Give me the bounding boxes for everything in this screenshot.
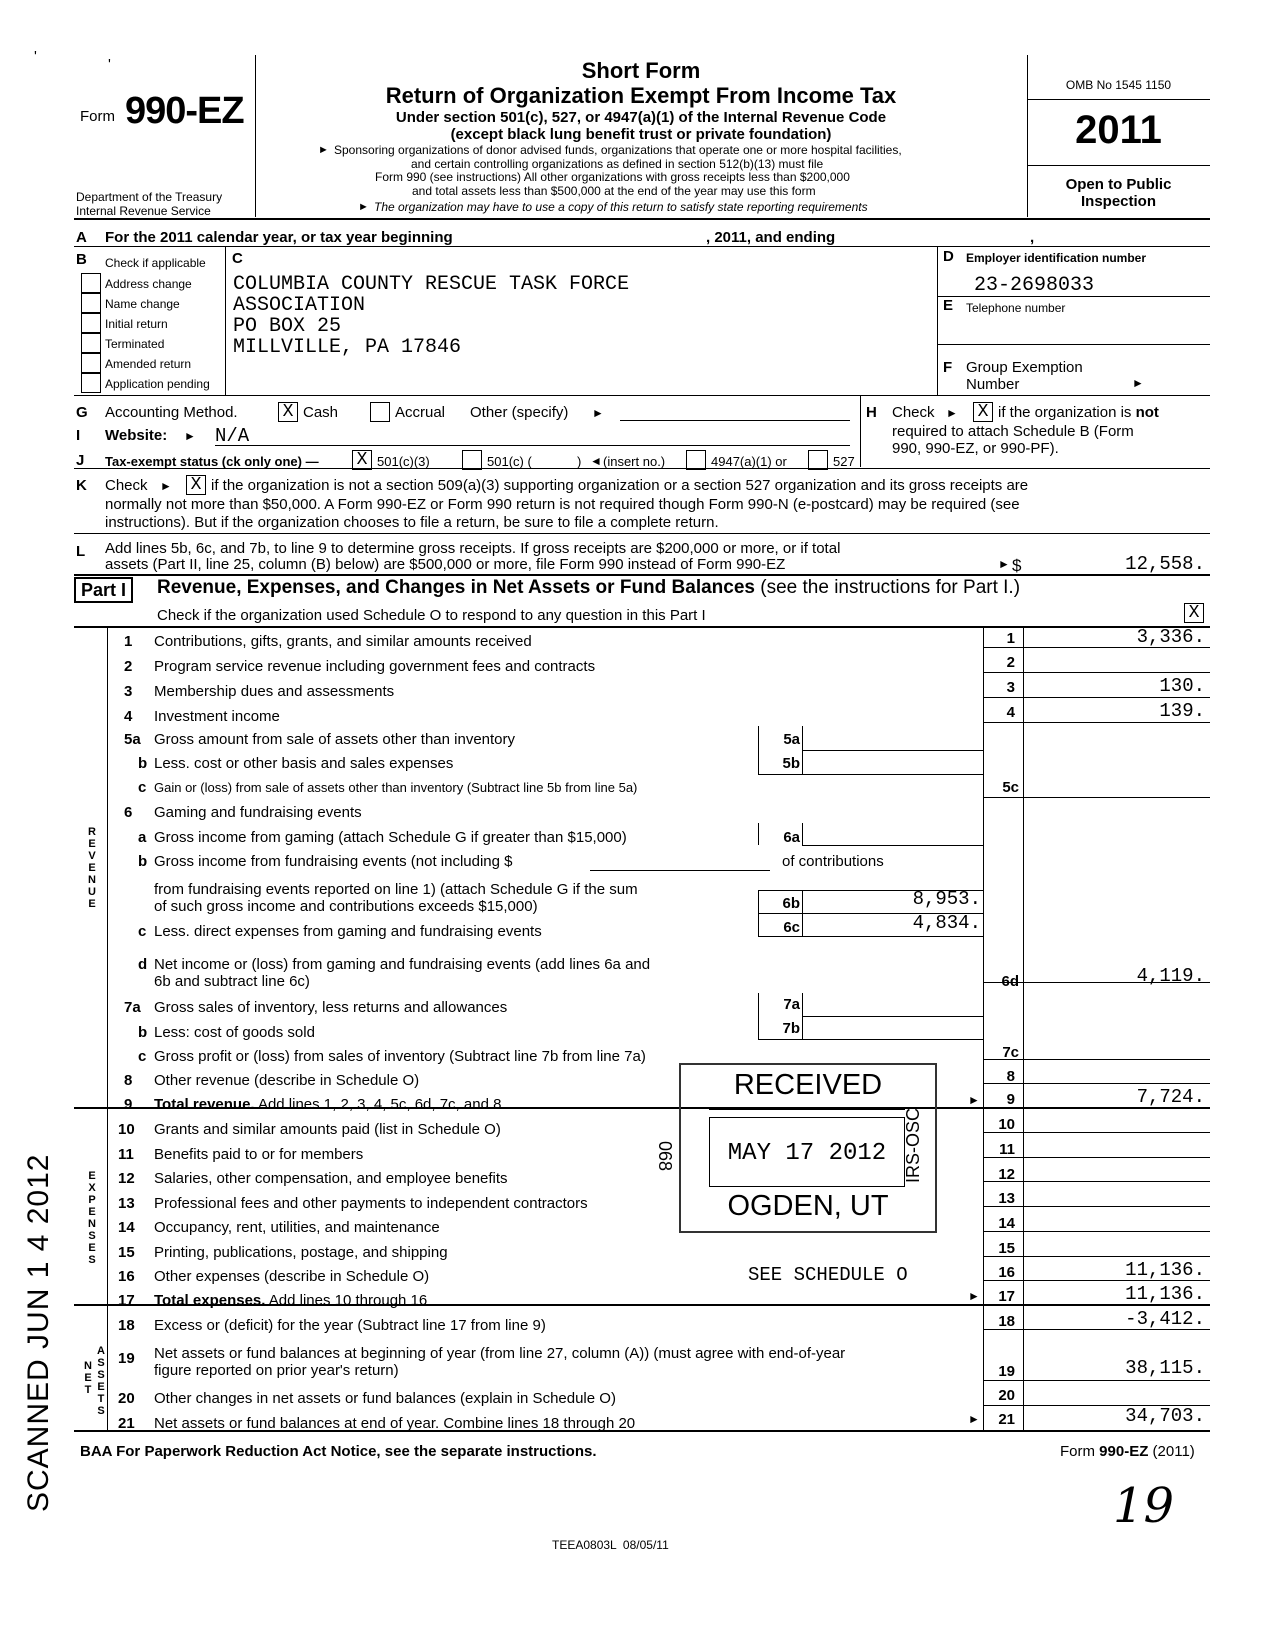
line-15-box: 15 <box>998 1240 1015 1257</box>
line-7c-box: 7c <box>1002 1044 1019 1061</box>
line-6d-box: 6d <box>1001 973 1019 990</box>
501c-checkbox[interactable] <box>462 450 482 470</box>
line-4-box: 4 <box>1006 704 1015 721</box>
line-19-box: 19 <box>998 1363 1015 1380</box>
section-d-label: D <box>943 248 954 265</box>
line-16-box: 16 <box>998 1264 1015 1281</box>
received-stamp <box>655 1063 937 1233</box>
stamp-left-code: 068 <box>655 1141 675 1172</box>
line-6c-box: 6c <box>783 919 800 936</box>
line-19-num: 19 <box>118 1350 135 1367</box>
line-6b-amount: 8,953. <box>912 888 981 910</box>
subtitle-except: (except black lung benefit trust or private foundation) <box>450 126 832 143</box>
line-6a-text: Gross income from gaming (attach Schedule G if greater than $15,000) <box>154 829 627 846</box>
amended-return-checkbox[interactable] <box>81 353 101 373</box>
line-5c-num: c <box>138 779 147 796</box>
line-15-num: 15 <box>118 1244 135 1261</box>
org-name-line-1: COLUMBIA COUNTY RESCUE TASK FORCE <box>233 273 630 296</box>
insert-no-arrow: ◄ <box>590 454 602 468</box>
line-7c-num: c <box>138 1048 147 1065</box>
section-c-label: C <box>232 250 243 267</box>
line-14-text: Occupancy, rent, utilities, and maintenance <box>154 1219 440 1236</box>
terminated-label: Terminated <box>105 337 165 351</box>
line-21-num: 21 <box>118 1415 135 1432</box>
line-9-text-row <box>154 1096 501 1113</box>
dept-treasury: Department of the Treasury <box>76 190 223 204</box>
line-5a-num: 5a <box>124 731 141 748</box>
line-h-label: H <box>866 404 877 421</box>
line-6b-num: b <box>138 853 148 870</box>
line-16-num: 16 <box>118 1268 135 1285</box>
org-address-1: PO BOX 25 <box>233 315 342 338</box>
line-l-text-2: assets (Part II, line 25, column (B) below) are $500,000 or more, file Form 990 instead of Form 990-EZ <box>105 556 786 573</box>
line-10-num: 10 <box>118 1121 135 1138</box>
line-7b-num: b <box>138 1024 148 1041</box>
line-i-label: I <box>76 427 81 444</box>
side-net <box>82 1360 94 1396</box>
line-k-label: K <box>76 477 87 494</box>
scanned-stamp: SCANNED JUN 1 4 2012 <box>22 1153 55 1512</box>
line-6a-box: 6a <box>783 829 800 846</box>
insert-no-label: (insert no.) <box>603 454 666 469</box>
section-b-check-label: Check if applicable <box>105 256 206 270</box>
line-1-amount: 3,336. <box>1136 626 1205 648</box>
accrual-checkbox[interactable] <box>370 402 390 422</box>
line-17-arrow: ► <box>968 1289 980 1303</box>
line-k-text-1: if the organization is not a section 509(a)(3) supporting organization or a section 527 organization and its gross receipts are <box>211 477 1029 494</box>
line-17-text-bold: Total expenses. <box>154 1292 266 1309</box>
509a3-checkbox[interactable]: X <box>186 475 206 495</box>
website-value: N/A <box>215 425 250 447</box>
terminated-checkbox[interactable] <box>81 333 101 353</box>
line-8-box: 8 <box>1006 1068 1015 1085</box>
line-7b-box: 7b <box>782 1020 800 1037</box>
line-h-check: Check <box>892 404 935 421</box>
line-18-box: 18 <box>998 1313 1015 1330</box>
line-12-box: 12 <box>998 1166 1015 1183</box>
line-17-box: 17 <box>998 1288 1015 1305</box>
website-label: Website: <box>105 427 168 444</box>
line-16-note: SEE SCHEDULE O <box>748 1264 908 1286</box>
form-word: Form <box>80 108 115 125</box>
line-3-text: Membership dues and assessments <box>154 683 395 700</box>
title-short-form: Short Form <box>581 58 701 83</box>
telephone-title: Telephone number <box>966 301 1066 315</box>
address-change-checkbox[interactable] <box>81 273 101 293</box>
501c3-label: 501(c)(3) <box>377 454 430 469</box>
line-4-text: Investment income <box>154 708 280 725</box>
line-2-text: Program service revenue including government fees and contracts <box>154 658 596 675</box>
line-a-text: For the 2011 calendar year, or tax year beginning <box>105 229 453 246</box>
line-6d-text-2: 6b and subtract line 6c) <box>154 973 310 990</box>
line-a-end: , <box>1030 229 1035 246</box>
note-arrow-2: ► <box>358 201 369 213</box>
side-revenue-2: V <box>88 850 96 862</box>
line-15-text: Printing, publications, postage, and shipping <box>154 1244 448 1261</box>
4947-label: 4947(a)(1) or <box>711 454 787 469</box>
line-10-text: Grants and similar amounts paid (list in Schedule O) <box>154 1121 501 1138</box>
line-10-box: 10 <box>998 1116 1015 1133</box>
side-revenue-4: N <box>88 874 96 886</box>
line-g-label: G <box>76 404 88 421</box>
stamp-right-code: IRS-OSC <box>903 1107 923 1183</box>
line-11-box: 11 <box>999 1141 1015 1158</box>
form-number: 990-EZ <box>125 90 244 132</box>
side-assets <box>95 1345 107 1417</box>
section-e-label: E <box>943 297 954 314</box>
scan-mark-top: ' <box>108 56 111 73</box>
cash-label: Cash <box>303 404 339 421</box>
line-a-label: A <box>76 229 87 246</box>
line-9-box: 9 <box>1006 1091 1015 1108</box>
line-h-text-2: required to attach Schedule B (Form <box>892 423 1134 440</box>
side-assets-5: S <box>97 1405 105 1417</box>
side-expenses-5: S <box>88 1230 96 1242</box>
stamp-date: MAY 17 2012 <box>727 1140 887 1167</box>
gross-receipts-amount: 12,558. <box>1125 553 1205 575</box>
line-14-num: 14 <box>118 1219 135 1236</box>
line-20-num: 20 <box>118 1390 135 1407</box>
line-17-num: 17 <box>118 1292 135 1309</box>
line-6d-amount: 4,119. <box>1136 965 1205 987</box>
amended-return-label: Amended return <box>105 357 192 371</box>
footer-form-year: (2011) <box>1152 1443 1195 1460</box>
initial-return-label: Initial return <box>105 317 168 331</box>
stamp-date-box <box>709 1117 905 1187</box>
line-21-arrow: ► <box>968 1412 980 1426</box>
side-expenses-7: S <box>88 1254 96 1266</box>
line-17-text: Add lines 10 through 16 <box>268 1292 428 1309</box>
line-6c-amount: 4,834. <box>912 912 981 934</box>
address-change-label: Address change <box>105 277 192 291</box>
line-17-text-row <box>154 1292 427 1309</box>
line-4-num: 4 <box>124 708 133 725</box>
accrual-label: Accrual <box>395 404 446 421</box>
schedule-b-checkbox[interactable]: X <box>973 402 993 422</box>
501c-label: 501(c) ( <box>487 454 532 469</box>
tax-year: 2011 <box>1075 108 1162 152</box>
note-line-3: Form 990 (see instructions) All other organizations with gross receipts less than $200,000 <box>375 170 850 184</box>
line-6b-text-2: from fundraising events reported on line 1) (attach Schedule G if the sum <box>154 881 638 898</box>
section-f-label: F <box>943 359 953 376</box>
line-6b-box: 6b <box>782 895 800 912</box>
4947-checkbox[interactable] <box>686 450 706 470</box>
line-11-text: Benefits paid to or for members <box>154 1146 364 1163</box>
other-method-label: Other (specify) <box>470 404 569 421</box>
stamp-city: OGDEN, UT <box>727 1190 889 1222</box>
part-i-title: Revenue, Expenses, and Changes in Net Assets or Fund Balances <box>157 577 755 598</box>
line-2-num: 2 <box>124 658 133 675</box>
side-net-2: T <box>84 1384 92 1396</box>
line-13-num: 13 <box>118 1195 135 1212</box>
line-5b-box: 5b <box>782 755 800 772</box>
side-expenses-6: E <box>88 1242 96 1254</box>
side-expenses-2: P <box>88 1194 96 1206</box>
schedule-o-checkbox[interactable]: X <box>1184 603 1204 623</box>
group-exemption-title-2: Number <box>966 376 1020 393</box>
side-assets-3: E <box>97 1381 105 1393</box>
footer-form-word: Form <box>1060 1443 1095 1460</box>
line-9-arrow: ► <box>968 1093 980 1107</box>
line-5a-text: Gross amount from sale of assets other than inventory <box>154 731 516 748</box>
org-name-line-2: ASSOCIATION <box>233 294 366 317</box>
line-11-num: 11 <box>118 1146 134 1163</box>
scan-mark-left: ' <box>34 48 37 65</box>
line-1-text: Contributions, gifts, grants, and similar amounts received <box>154 633 532 650</box>
open-public-1: Open to Public <box>1065 176 1172 193</box>
line-19-amount: 38,115. <box>1125 1357 1205 1379</box>
line-h-not: not <box>1135 404 1159 421</box>
side-expenses-0: E <box>88 1170 96 1182</box>
initial-return-checkbox[interactable] <box>81 313 101 333</box>
line-k-text-2: normally not more than $50,000. A Form 990-EZ or Form 990 return is not required though Form 990-N (e-postcard) may be required (see <box>105 496 1020 513</box>
name-change-label: Name change <box>105 297 180 311</box>
part-i-tag: Part I <box>74 577 133 603</box>
line-21-box: 21 <box>998 1411 1015 1428</box>
note-line-1: Sponsoring organizations of donor advised funds, organizations that operate one or more hospital facilities, <box>334 143 902 157</box>
side-revenue <box>86 826 98 910</box>
open-public-2: Inspection <box>1080 193 1156 210</box>
footer-baa: BAA For Paperwork Reduction Act Notice, see the separate instructions. <box>80 1443 597 1460</box>
line-1-box: 1 <box>1006 630 1015 647</box>
side-assets-2: S <box>97 1369 105 1381</box>
side-net-0: N <box>84 1360 92 1372</box>
side-revenue-1: E <box>88 838 96 850</box>
line-7b-text: Less: cost of goods sold <box>154 1024 315 1041</box>
group-exemption-arrow: ► <box>1132 376 1144 390</box>
section-b-label: B <box>76 251 87 268</box>
line-18-text: Excess or (deficit) for the year (Subtract line 17 from line 9) <box>154 1317 546 1334</box>
line-l-label: L <box>76 543 86 560</box>
side-assets-4: T <box>97 1393 105 1405</box>
part-i-title-row <box>157 577 1020 599</box>
501c-close-paren: ) <box>577 454 582 469</box>
line-k-arrow: ► <box>160 479 172 493</box>
line-6b-of-contributions: of contributions <box>782 853 884 870</box>
line-7a-text: Gross sales of inventory, less returns and allowances <box>154 999 508 1016</box>
line-20-box: 20 <box>998 1387 1015 1404</box>
line-5b-text: Less. cost or other basis and sales expenses <box>154 755 454 772</box>
501c3-checkbox[interactable]: X <box>352 450 372 470</box>
website-arrow: ► <box>184 429 196 443</box>
line-3-box: 3 <box>1006 679 1015 696</box>
handwritten-page-number: 19 <box>1113 1478 1175 1534</box>
line-18-num: 18 <box>118 1317 135 1334</box>
ein-value: 23-2698033 <box>974 274 1095 297</box>
line-3-num: 3 <box>124 683 133 700</box>
line-20-text: Other changes in net assets or fund balances (explain in Schedule O) <box>154 1390 616 1407</box>
omb-number: OMB No 1545 1150 <box>1065 78 1172 92</box>
line-a-mid: , 2011, and ending <box>706 229 836 246</box>
line-7a-num: 7a <box>124 999 141 1016</box>
527-checkbox[interactable] <box>808 450 828 470</box>
line-6c-num: c <box>138 923 147 940</box>
line-12-text: Salaries, other compensation, and employee benefits <box>154 1170 508 1187</box>
tax-exempt-label: Tax-exempt status (ck only one) — <box>105 454 319 469</box>
line-16-text: Other expenses (describe in Schedule O) <box>154 1268 430 1285</box>
line-j-label: J <box>76 452 85 469</box>
other-method-arrow: ► <box>592 406 604 420</box>
side-assets-1: S <box>97 1357 105 1369</box>
line-6c-text: Less. direct expenses from gaming and fundraising events <box>154 923 542 940</box>
line-8-text: Other revenue (describe in Schedule O) <box>154 1072 420 1089</box>
line-13-box: 13 <box>998 1190 1015 1207</box>
line-h-text-1 <box>998 404 1159 421</box>
line-2-box: 2 <box>1006 654 1015 671</box>
line-6-text: Gaming and fundraising events <box>154 804 362 821</box>
line-21-text: Net assets or fund balances at end of year. Combine lines 18 through 20 <box>154 1415 636 1432</box>
line-8-num: 8 <box>124 1072 133 1089</box>
line-h-text-3: 990, 990-EZ, or 990-PF). <box>892 440 1059 457</box>
part-i-title-note: (see the instructions for Part I.) <box>760 577 1021 598</box>
line-5c-box: 5c <box>1002 779 1019 796</box>
subtitle-code: Under section 501(c), 527, or 4947(a)(1) of the Internal Revenue Code <box>395 109 887 126</box>
line-16-amount: 11,136. <box>1125 1259 1205 1281</box>
line-9-amount: 7,724. <box>1136 1086 1205 1108</box>
line-6-num: 6 <box>124 804 133 821</box>
line-9-text: Add lines 1, 2, 3, 4, 5c, 6d, 7c, and 8 <box>257 1096 502 1113</box>
application-pending-label: Application pending <box>105 377 210 391</box>
line-19-text: Net assets or fund balances at beginning of year (from line 27, column (A)) (must agree with end-of-year <box>154 1345 846 1362</box>
line-h-arrow: ► <box>946 406 958 420</box>
line-6d-num: d <box>138 956 148 973</box>
line-h-text-1a: if the organization is <box>998 404 1132 421</box>
schedule-o-check-text: Check if the organization used Schedule O to respond to any question in this Part I <box>157 607 706 624</box>
line-9-text-bold: Total revenue. <box>154 1096 255 1113</box>
footer-form-row <box>1060 1443 1195 1460</box>
line-18-amount: -3,412. <box>1125 1308 1205 1330</box>
line-1-num: 1 <box>124 633 133 650</box>
line-14-box: 14 <box>998 1215 1015 1232</box>
line-12-num: 12 <box>118 1170 135 1187</box>
line-l-arrow: ► <box>998 557 1010 571</box>
application-pending-checkbox[interactable] <box>81 373 101 393</box>
line-9-num: 9 <box>124 1096 133 1113</box>
group-exemption-title-1: Group Exemption <box>966 359 1083 376</box>
note-line-2: and certain controlling organizations as defined in section 512(b)(13) must file <box>411 157 824 171</box>
line-6b-text-3: of such gross income and contributions exceeds $15,000) <box>154 898 538 915</box>
line-7a-box: 7a <box>783 996 800 1013</box>
side-revenue-5: U <box>88 886 96 898</box>
stamp-received: RECEIVED <box>733 1069 883 1101</box>
name-change-checkbox[interactable] <box>81 293 101 313</box>
line-4-amount: 139. <box>1159 700 1205 722</box>
side-revenue-6: E <box>88 898 96 910</box>
line-l-text-1: Add lines 5b, 6c, and 7b, to line 9 to determine gross receipts. If gross receipts are $200,000 or more, or if total <box>105 540 841 557</box>
footer-form-number: 990-EZ <box>1099 1443 1149 1460</box>
title-main: Return of Organization Exempt From Income Tax <box>385 83 897 108</box>
line-k-text-3: instructions). But if the organization chooses to file a return, be sure to file a complete return. <box>105 514 719 531</box>
line-21-amount: 34,703. <box>1125 1405 1205 1427</box>
ein-title: Employer identification number <box>966 251 1147 265</box>
line-6d-text: Net income or (loss) from gaming and fundraising events (add lines 6a and <box>154 956 651 973</box>
line-6b-text: Gross income from fundraising events (not including $ <box>154 853 513 870</box>
side-expenses-1: X <box>88 1182 96 1194</box>
line-5b-num: b <box>138 755 148 772</box>
side-expenses <box>86 1170 98 1266</box>
cash-checkbox[interactable]: X <box>278 402 298 422</box>
side-assets-0: A <box>97 1345 105 1357</box>
note-state: The organization may have to use a copy of this return to satisfy state reporting requirements <box>374 200 868 214</box>
side-revenue-3: E <box>88 862 96 874</box>
footer-code: TEEA0803L 08/05/11 <box>552 1538 669 1552</box>
accounting-method-label: Accounting Method. <box>105 404 238 421</box>
line-5a-box: 5a <box>783 731 800 748</box>
527-label: 527 <box>833 454 855 469</box>
irs-label: Internal Revenue Service <box>76 204 211 218</box>
line-13-text: Professional fees and other payments to independent contractors <box>154 1195 588 1212</box>
line-17-amount: 11,136. <box>1125 1283 1205 1305</box>
line-19-text-2: figure reported on prior year's return) <box>154 1362 399 1379</box>
line-k-check: Check <box>105 477 148 494</box>
line-5c-text: Gain or (loss) from sale of assets other than inventory (Subtract line 5b from line 5a) <box>154 780 638 795</box>
side-expenses-4: N <box>88 1218 96 1230</box>
note-arrow-1: ► <box>318 144 329 156</box>
side-revenue-0: R <box>88 826 96 838</box>
side-expenses-3: E <box>88 1206 96 1218</box>
line-6a-num: a <box>138 829 147 846</box>
org-address-2: MILLVILLE, PA 17846 <box>233 336 462 359</box>
note-line-4: and total assets less than $500,000 at the end of the year may use this form <box>412 184 816 198</box>
side-net-1: E <box>84 1372 92 1384</box>
line-l-dollar: $ <box>1012 556 1022 575</box>
line-3-amount: 130. <box>1159 675 1205 697</box>
other-method-field[interactable] <box>620 420 850 421</box>
line-7c-text: Gross profit or (loss) from sales of inventory (Subtract line 7b from line 7a) <box>154 1048 646 1065</box>
